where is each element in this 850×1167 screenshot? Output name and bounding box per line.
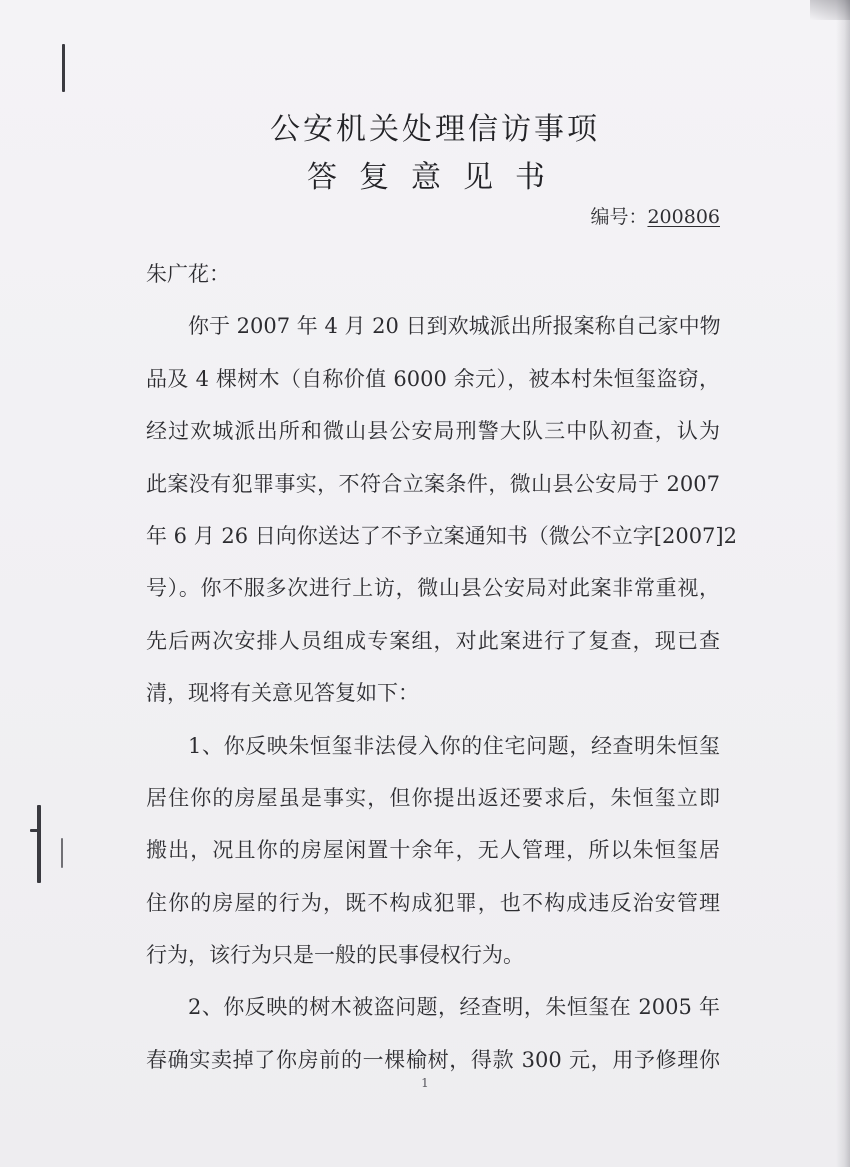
body-line: 号）。你不服多次进行上访，微山县公安局对此案非常重视，	[146, 576, 720, 601]
body-line: 清，现将有关意见答复如下：	[146, 681, 419, 706]
staple-mark-top	[62, 44, 65, 92]
document-title: 公安机关处理信访事项	[270, 112, 600, 147]
body-line: 2、你反映的树木被盗问题，经查明，朱恒玺在 2005 年	[188, 995, 720, 1020]
staple-mark-middle	[37, 805, 41, 883]
body-line: 居住你的房屋虽是事实，但你提出返还要求后，朱恒玺立即	[146, 785, 720, 810]
body-line: 品及 4 棵树木（自称价值 6000 余元），被本村朱恒玺盗窃，	[146, 366, 720, 391]
document-body	[146, 248, 737, 1086]
staple-mark-middle-tick	[30, 829, 40, 832]
body-line: 你于 2007 年 4 月 20 日到欢城派出所报案称自己家中物	[188, 314, 721, 339]
body-line: 1、你反映朱恒玺非法侵入你的住宅问题，经查明朱恒玺	[188, 733, 720, 758]
body-line: 年 6 月 26 日向你送达了不予立案通知书（微公不立字[2007]2	[146, 523, 737, 548]
page-corner-shadow	[810, 0, 850, 20]
serial-label: 编号：	[590, 206, 648, 228]
document-subtitle: 答复意见书	[307, 160, 567, 195]
serial-value: 200806	[647, 206, 720, 228]
body-line: 此案没有犯罪事实，不符合立案条件，微山县公安局于 2007	[146, 471, 720, 496]
body-line: 搬出，况且你的房屋闲置十余年，无人管理，所以朱恒玺居	[146, 838, 720, 863]
page-number: 1	[421, 1076, 429, 1090]
body-line: 经过欢城派出所和微山县公安局刑警大队三中队初查，认为	[146, 419, 720, 444]
body-line: 春确实卖掉了你房前的一棵榆树，得款 300 元，用予修理你	[146, 1047, 720, 1072]
serial-number	[590, 202, 720, 229]
body-line: 先后两次安排人员组成专案组，对此案进行了复查，现已查	[146, 628, 720, 653]
addressee: 朱广花：	[146, 262, 230, 286]
body-line: 住你的房屋的行为，既不构成犯罪，也不构成违反治安管理	[146, 890, 720, 915]
body-line: 行为，该行为只是一般的民事侵权行为。	[146, 943, 524, 968]
staple-mark-side	[61, 838, 63, 868]
